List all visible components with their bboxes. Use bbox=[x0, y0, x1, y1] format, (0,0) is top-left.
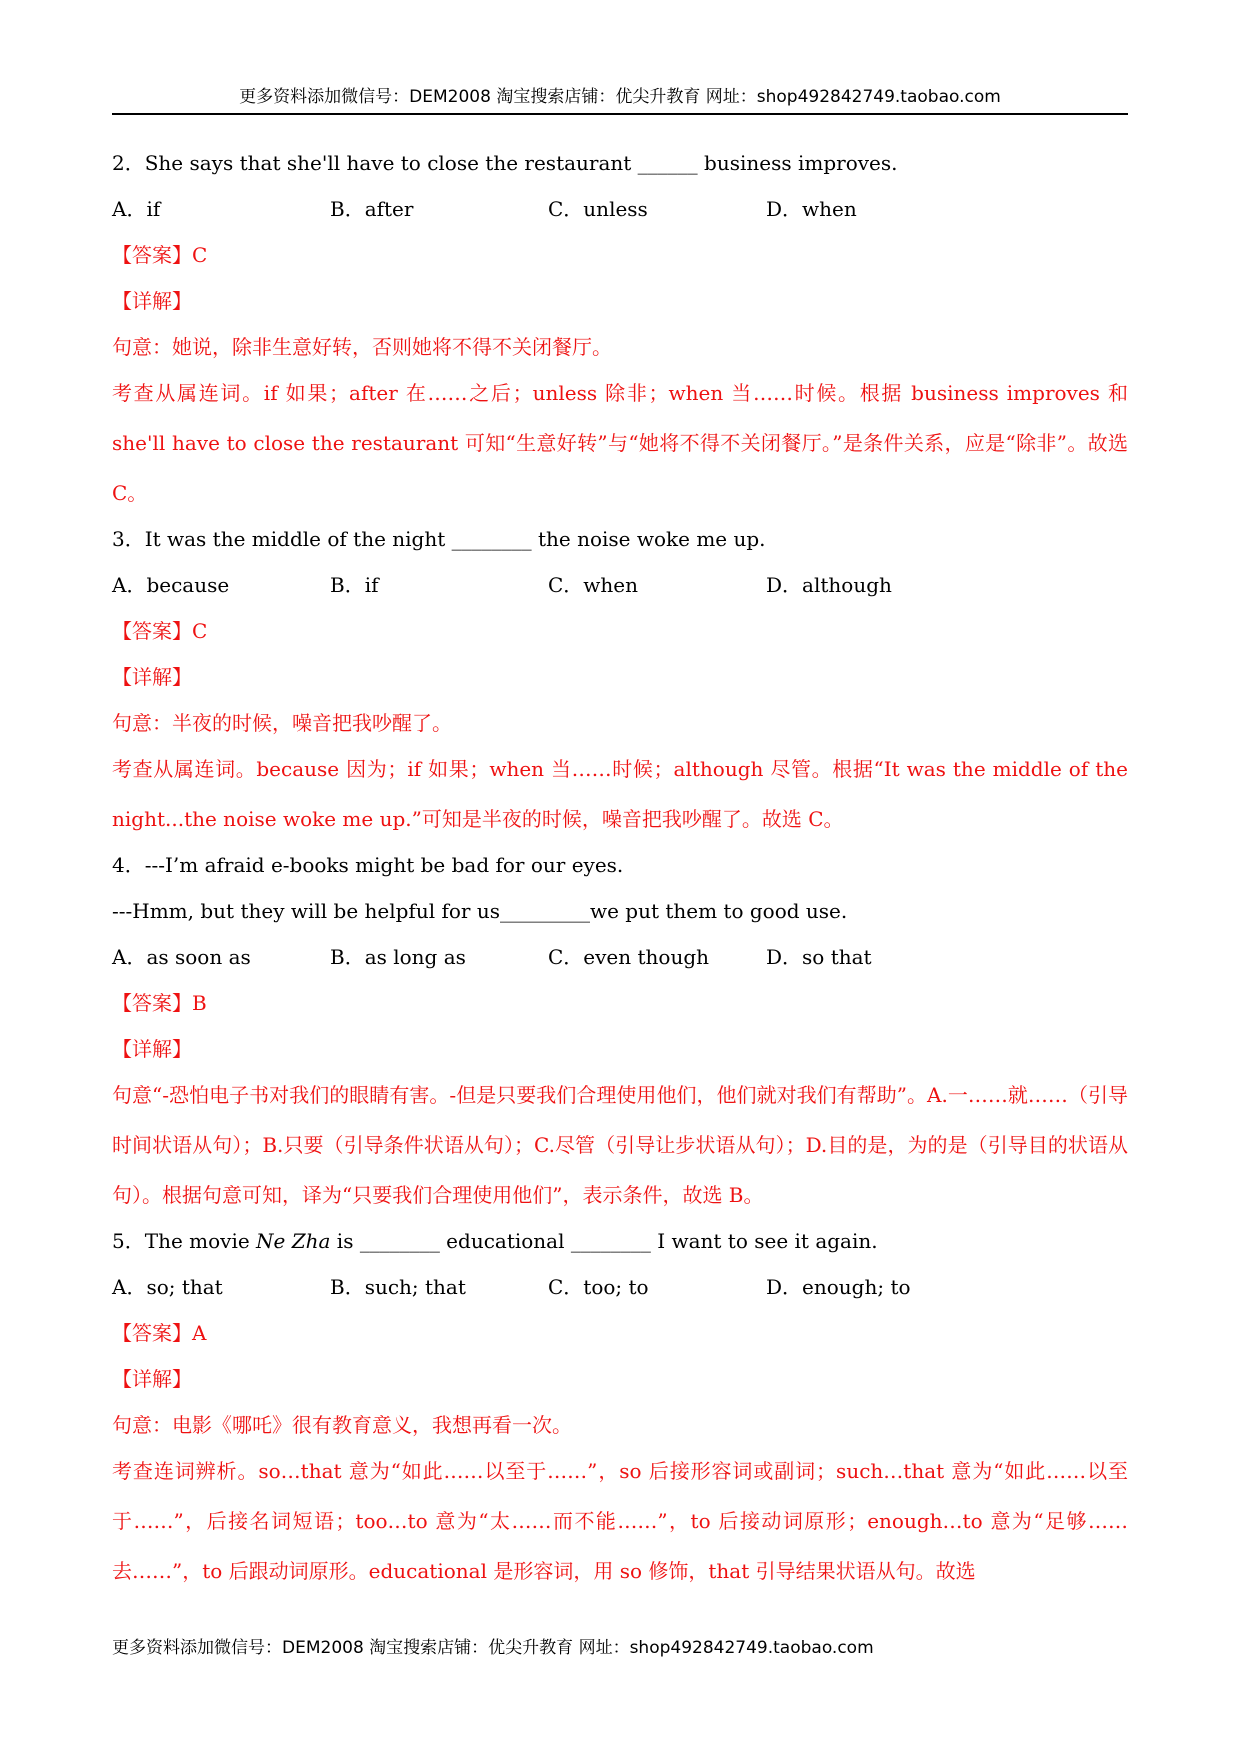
detail-label: 【详解】 bbox=[112, 1037, 192, 1061]
answer-label: 【答案】A bbox=[112, 1321, 207, 1345]
question-stem: 2．She says that she'll have to close the restaurant ______ business improves. bbox=[112, 151, 898, 175]
question-stem-reply: ---Hmm, but they will be helpful for us_________we put them to good use. bbox=[112, 899, 848, 923]
option-a: A．so; that bbox=[112, 1275, 223, 1299]
option-b: B．after bbox=[330, 197, 414, 221]
question-4 bbox=[112, 850, 1128, 1220]
question-stem: 4．---I’m afraid e-books might be bad for our eyes. bbox=[112, 853, 624, 877]
sentence-meaning: 句意：半夜的时候，噪音把我吵醒了。 bbox=[112, 711, 452, 735]
question-3 bbox=[112, 524, 1128, 844]
analysis-text: 考查连词辨析。so…that 意为“如此……以至于……”，so 后接形容词或副词；such…that 意为“如此……以至于……”，后接名词短语；too…to 意为“太……而不能……”，to 后接动词原形；enough…to 意为“足够……去……”，to 后跟动词原形。educational 是形容词，用 so 修饰，that 引导结果状语从句。故选 bbox=[112, 1459, 1128, 1583]
options-row bbox=[112, 570, 1128, 600]
option-c: C．when bbox=[548, 573, 639, 597]
option-d: D．although bbox=[766, 573, 892, 597]
option-a: A．if bbox=[112, 197, 161, 221]
option-a: A．as soon as bbox=[112, 945, 251, 969]
movie-title: Ne Zha bbox=[256, 1229, 331, 1253]
options-row bbox=[112, 942, 1128, 972]
option-d: D．so that bbox=[766, 945, 872, 969]
option-c: C．unless bbox=[548, 197, 648, 221]
analysis-text: 考查从属连词。because 因为；if 如果；when 当……时候；although 尽管。根据“It was the middle of the night...the noise woke me up.”可知是半夜的时候，噪音把我吵醒了。故选 C。 bbox=[112, 757, 1128, 831]
option-b: B．such; that bbox=[330, 1275, 466, 1299]
option-d: D．enough; to bbox=[766, 1275, 911, 1299]
detail-label: 【详解】 bbox=[112, 1367, 192, 1391]
stem-suffix: is ________ educational ________ I want to see it again. bbox=[330, 1229, 878, 1253]
option-b: B．if bbox=[330, 573, 379, 597]
sentence-meaning: 句意：她说，除非生意好转，否则她将不得不关闭餐厅。 bbox=[112, 335, 612, 359]
analysis-text: 考查从属连词。if 如果；after 在……之后；unless 除非；when 当……时候。根据 business improves 和 she'll have to close the restaurant 可知“生意好转”与“她将不得不关闭餐厅。”是条件关系，应是“除非”。故选 C。 bbox=[112, 381, 1128, 505]
question-stem bbox=[112, 1226, 1128, 1256]
options-row bbox=[112, 1272, 1128, 1302]
answer-label: 【答案】C bbox=[112, 619, 208, 643]
header-divider bbox=[112, 113, 1128, 115]
option-c: C．even though bbox=[548, 945, 710, 969]
question-2 bbox=[112, 148, 1128, 518]
document-body bbox=[112, 148, 1128, 1596]
analysis-text: 句意“-恐怕电子书对我们的眼睛有害。-但是只要我们合理使用他们，他们就对我们有帮助”。A.一……就……（引导时间状语从句）；B.只要（引导条件状语从句）；C.尽管（引导让步状语从句）；D.目的是，为的是（引导目的状语从句）。根据句意可知，译为“只要我们合理使用他们”，表示条件，故选 B。 bbox=[112, 1083, 1128, 1207]
option-d: D．when bbox=[766, 197, 857, 221]
page-header: 更多资料添加微信号：DEM2008 淘宝搜索店铺：优尖升教育 网址：shop492842749.taobao.com bbox=[239, 87, 1001, 107]
detail-label: 【详解】 bbox=[112, 289, 192, 313]
question-stem: 3．It was the middle of the night ________ the noise woke me up. bbox=[112, 527, 766, 551]
sentence-meaning: 句意：电影《哪吒》很有教育意义，我想再看一次。 bbox=[112, 1413, 572, 1437]
page-footer: 更多资料添加微信号：DEM2008 淘宝搜索店铺：优尖升教育 网址：shop492842749.taobao.com bbox=[112, 1638, 874, 1658]
answer-label: 【答案】C bbox=[112, 243, 208, 267]
option-c: C．too; to bbox=[548, 1275, 649, 1299]
detail-label: 【详解】 bbox=[112, 665, 192, 689]
stem-prefix: 5．The movie bbox=[112, 1229, 257, 1253]
question-5 bbox=[112, 1226, 1128, 1596]
answer-label: 【答案】B bbox=[112, 991, 207, 1015]
option-a: A．because bbox=[112, 573, 230, 597]
options-row bbox=[112, 194, 1128, 224]
option-b: B．as long as bbox=[330, 945, 466, 969]
